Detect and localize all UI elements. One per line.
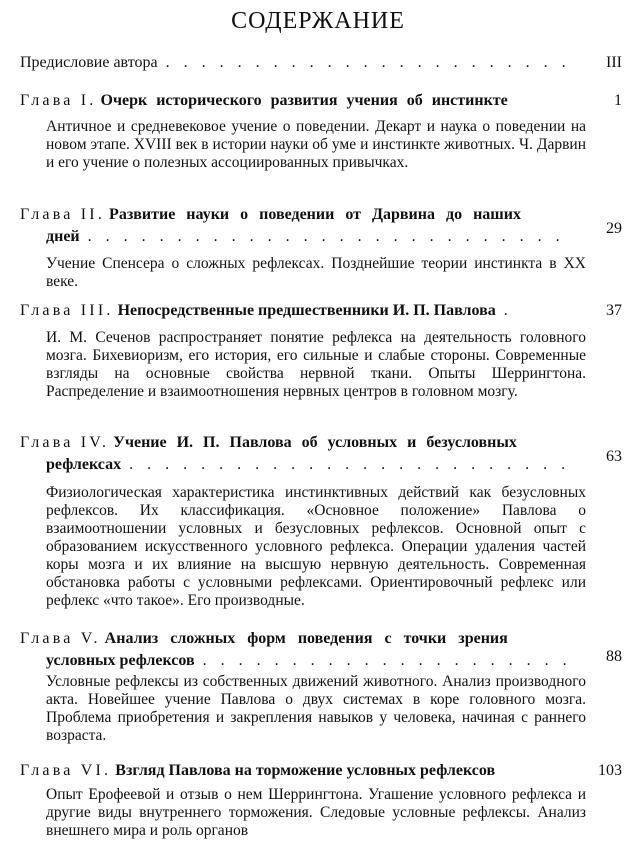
toc-chapter-1[interactable] <box>20 90 586 112</box>
toc-chapter-3[interactable] <box>20 300 586 322</box>
chapter-prefix: Глава V. <box>20 630 101 647</box>
dot-leader <box>88 226 572 248</box>
preface-page: III <box>606 54 622 71</box>
toc-chapter-6[interactable] <box>20 760 586 782</box>
chapter-page: 63 <box>606 448 622 465</box>
dot-leader <box>504 300 520 322</box>
chapter-prefix: Глава IV. <box>20 434 110 451</box>
chapter-heading: Учение И. П. Павлова об условных и безусловных <box>113 434 517 451</box>
chapter-prefix: Глава I. <box>20 92 97 109</box>
dot-leader <box>129 454 572 476</box>
chapter-prefix: Глава III. <box>20 302 114 319</box>
chapter-heading-cont-row <box>46 650 580 672</box>
chapter-heading: Взгляд Павлова на торможение условных рефлексов <box>115 762 496 779</box>
chapter-page: 88 <box>606 648 622 665</box>
chapter-page: 1 <box>614 92 622 109</box>
toc-chapter-4[interactable] <box>20 432 586 454</box>
chapter-page: 29 <box>606 220 622 237</box>
toc-chapter-5[interactable] <box>20 628 586 650</box>
toc-chapter-2[interactable] <box>20 204 586 226</box>
chapter-page: 103 <box>598 762 622 779</box>
dot-leader <box>203 650 572 672</box>
chapter-heading: Очерк исторического развития учения об инстинкте <box>100 92 508 109</box>
chapter-heading: Анализ сложных форм поведения с точки зрения <box>104 630 508 647</box>
chapter-heading-cont-row <box>46 454 580 476</box>
chapter-summary: Античное и средневековое учение о поведении. Декарт и наука о поведении на новом этапе. XVIII век в истории науки об уме и инстинкте животных. Ч. Дарвин и его учение о полезных ассоциированных привычках. <box>46 118 586 171</box>
chapter-summary: И. М. Сеченов распространяет понятие рефлекса на деятельность головного мозга. Бихевиоризм, его история, его сильные и слабые стороны. Современные взгляды на основные свойства нервной ткани. Опыты Шеррингтона. Распределение и взаимоотношения нервных центров в головном мозгу. <box>46 329 586 400</box>
chapter-summary: Условные рефлексы из собственных движений животного. Анализ производного акта. Новейшее учение Павлова о двух системах в коре головного мозга. Проблема приобретения и закрепления навыков у человека, начиная с раннего возраста. <box>46 673 586 744</box>
chapter-prefix: Глава II. <box>20 206 106 223</box>
chapter-heading-cont: дней <box>46 228 80 245</box>
chapter-heading-cont: условных рефлексов <box>46 652 195 669</box>
dot-leader <box>166 52 578 74</box>
toc-preface[interactable] <box>20 52 586 74</box>
chapter-heading: Непосредственные предшественники И. П. Павлова <box>117 302 496 319</box>
chapter-summary: Физиологическая характеристика инстинктивных действий как безусловных рефлексов. Их классификация. «Основное положение» Павлова о взаимоотношении условных и безусловных рефлексов. Основной опыт с образованием искусственного условного рефлекса. Операции удаления частей коры мозга и их влияние на высшую нервную деятельность. Современная обстановка работы с условными рефлексами. Ориентировочный рефлекс или рефлекс «что такое». Его производные. <box>46 484 586 609</box>
chapter-heading: Развитие науки о поведении от Дарвина до наших <box>109 206 522 223</box>
chapter-heading-cont-row <box>46 226 580 248</box>
chapter-prefix: Глава VI. <box>20 762 112 779</box>
chapter-summary: Опыт Ерофеевой и отзыв о нем Шеррингтона. Угашение условного рефлекса и другие виды внутреннего торможения. Следовые условные рефлексы. Анализ внешнего мира и роль органов <box>46 786 586 839</box>
preface-label: Предисловие автора <box>20 54 158 71</box>
chapter-summary: Учение Спенсера о сложных рефлексах. Позднейшие теории инстинкта в XX веке. <box>46 255 586 290</box>
chapter-page: 37 <box>606 302 622 319</box>
chapter-heading-cont: рефлексах <box>46 456 122 473</box>
page-title: СОДЕРЖАНИЕ <box>231 8 405 34</box>
